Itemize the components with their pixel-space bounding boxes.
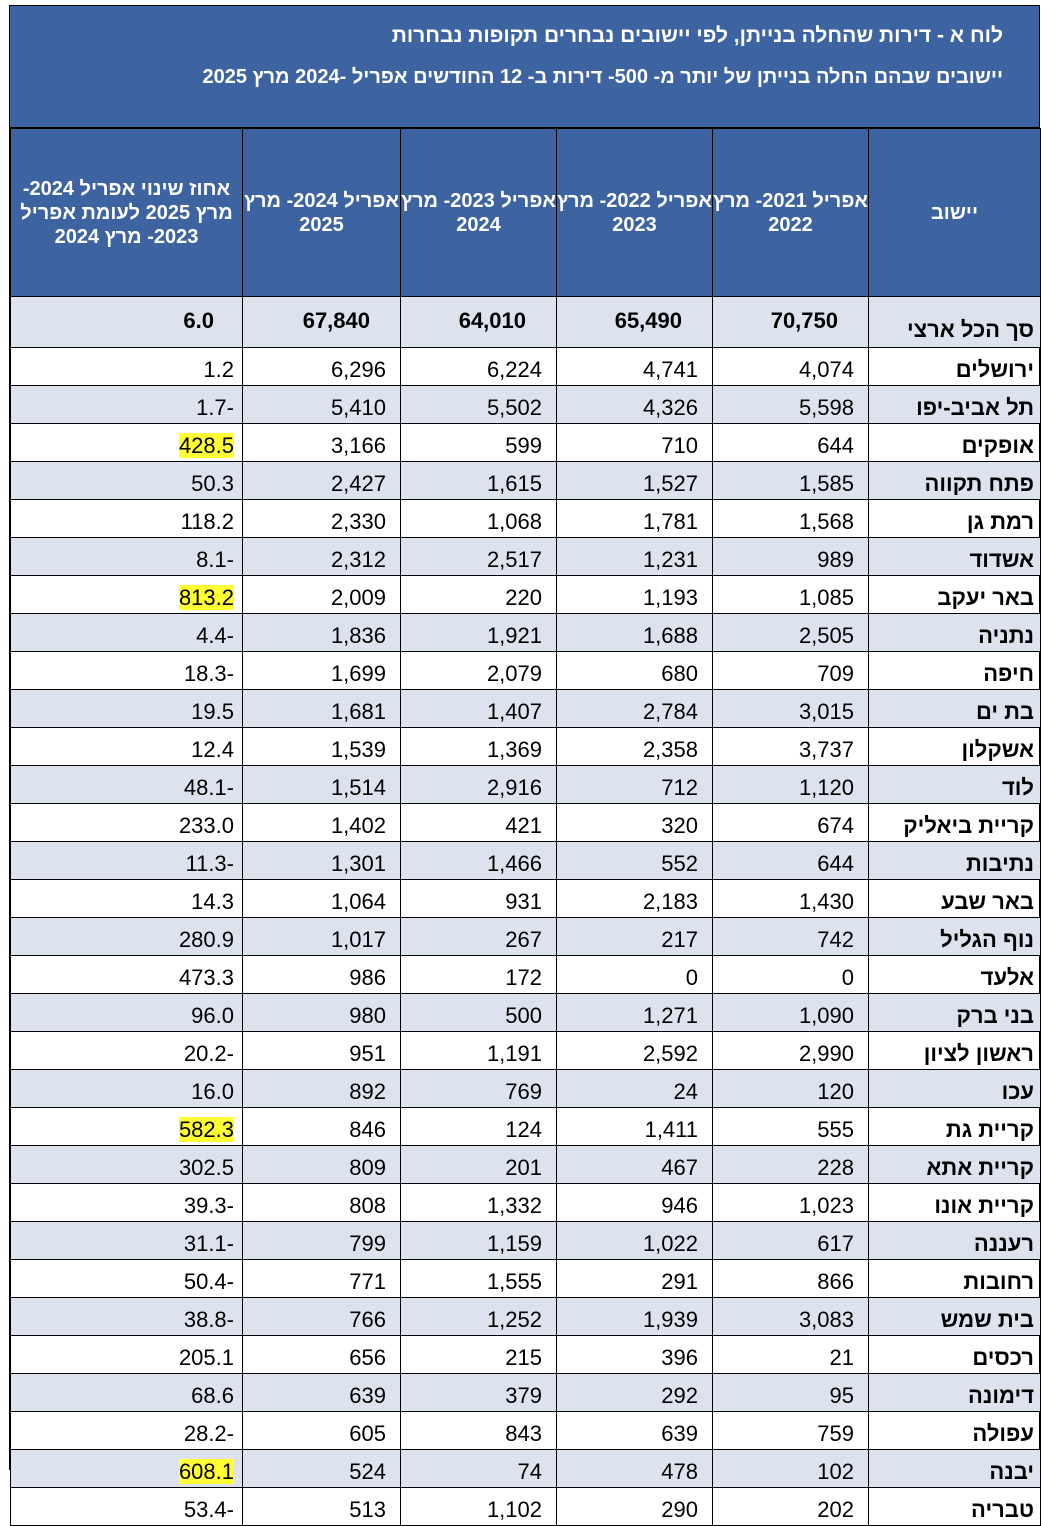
settlement-name: קריית גת bbox=[869, 1108, 1041, 1146]
value-2023-2024: 931 bbox=[401, 880, 557, 918]
value-2024-2025: 656 bbox=[243, 1336, 401, 1374]
value-2023-2024: 843 bbox=[401, 1412, 557, 1450]
value-2023-2024: 1,068 bbox=[401, 500, 557, 538]
value-2024-2025: 766 bbox=[243, 1298, 401, 1336]
percent-change: 233.0 bbox=[11, 804, 243, 842]
value-2022-2023: 2,358 bbox=[557, 728, 713, 766]
value-2022-2023: 4,326 bbox=[557, 386, 713, 424]
percent-change: 68.6 bbox=[11, 1374, 243, 1412]
value-2024-2025: 1,699 bbox=[243, 652, 401, 690]
settlement-name: תל אביב-יפו bbox=[869, 386, 1041, 424]
value-2021-2022: 3,737 bbox=[713, 728, 869, 766]
value-2022-2023: 2,784 bbox=[557, 690, 713, 728]
value-2022-2023: 292 bbox=[557, 1374, 713, 1412]
value-2021-2022: 617 bbox=[713, 1222, 869, 1260]
value-2023-2024: 5,502 bbox=[401, 386, 557, 424]
value-2022-2023: 0 bbox=[557, 956, 713, 994]
value-2021-2022: 1,568 bbox=[713, 500, 869, 538]
table-row bbox=[11, 538, 1041, 576]
value-2022-2023: 320 bbox=[557, 804, 713, 842]
settlement-name: חיפה bbox=[869, 652, 1041, 690]
value-2023-2024: 1,615 bbox=[401, 462, 557, 500]
header-settlement: יישוב bbox=[869, 129, 1041, 297]
percent-change: 96.0 bbox=[11, 994, 243, 1032]
value-2021-2022: 555 bbox=[713, 1108, 869, 1146]
value-2022-2023: 2,183 bbox=[557, 880, 713, 918]
value-2021-2022: 2,505 bbox=[713, 614, 869, 652]
percent-change bbox=[11, 576, 243, 614]
value-2023-2024: 267 bbox=[401, 918, 557, 956]
table-row bbox=[11, 1412, 1041, 1450]
value-2022-2023: 1,231 bbox=[557, 538, 713, 576]
value-2024-2025: 809 bbox=[243, 1146, 401, 1184]
table-row bbox=[11, 1070, 1041, 1108]
table-row bbox=[11, 614, 1041, 652]
value-2021-2022: 644 bbox=[713, 424, 869, 462]
value-2022-2023: 217 bbox=[557, 918, 713, 956]
header-percent-change: אחוז שינוי אפריל 2024- מרץ 2025 לעומת אפריל 2023- מרץ 2024 bbox=[11, 129, 243, 297]
settlement-name: טבריה bbox=[869, 1488, 1041, 1526]
total-2023-2024: 64,010 bbox=[401, 297, 557, 348]
table-row bbox=[11, 728, 1041, 766]
value-2022-2023: 4,741 bbox=[557, 348, 713, 386]
settlement-name: עפולה bbox=[869, 1412, 1041, 1450]
table-row bbox=[11, 348, 1041, 386]
percent-change: -1.7 bbox=[11, 386, 243, 424]
total-2024-2025: 67,840 bbox=[243, 297, 401, 348]
header-period-2022-2023: אפריל 2022- מרץ 2023 bbox=[557, 129, 713, 297]
value-2024-2025: 799 bbox=[243, 1222, 401, 1260]
value-2022-2023: 710 bbox=[557, 424, 713, 462]
settlement-name: נתניה bbox=[869, 614, 1041, 652]
settlement-name: אשקלון bbox=[869, 728, 1041, 766]
value-2023-2024: 2,517 bbox=[401, 538, 557, 576]
value-2022-2023: 24 bbox=[557, 1070, 713, 1108]
value-2022-2023: 946 bbox=[557, 1184, 713, 1222]
settlement-name: יבנה bbox=[869, 1450, 1041, 1488]
value-2023-2024: 1,159 bbox=[401, 1222, 557, 1260]
value-2022-2023: 1,022 bbox=[557, 1222, 713, 1260]
settlement-name: קריית אתא bbox=[869, 1146, 1041, 1184]
value-2022-2023: 1,781 bbox=[557, 500, 713, 538]
settlement-name: אופקים bbox=[869, 424, 1041, 462]
value-2023-2024: 1,191 bbox=[401, 1032, 557, 1070]
value-2021-2022: 2,990 bbox=[713, 1032, 869, 1070]
value-2023-2024: 769 bbox=[401, 1070, 557, 1108]
value-2021-2022: 3,015 bbox=[713, 690, 869, 728]
table-frame bbox=[9, 5, 1040, 1522]
settlement-name: בני ברק bbox=[869, 994, 1041, 1032]
percent-change: 12.4 bbox=[11, 728, 243, 766]
value-2022-2023: 396 bbox=[557, 1336, 713, 1374]
value-2024-2025: 1,514 bbox=[243, 766, 401, 804]
table-row bbox=[11, 842, 1041, 880]
value-2023-2024: 74 bbox=[401, 1450, 557, 1488]
value-2024-2025: 513 bbox=[243, 1488, 401, 1526]
percent-change: -4.4 bbox=[11, 614, 243, 652]
percent-change bbox=[11, 1450, 243, 1488]
value-2022-2023: 712 bbox=[557, 766, 713, 804]
table-row bbox=[11, 1298, 1041, 1336]
value-2024-2025: 2,330 bbox=[243, 500, 401, 538]
percent-change bbox=[11, 424, 243, 462]
percent-change: -11.3 bbox=[11, 842, 243, 880]
value-2021-2022: 120 bbox=[713, 1070, 869, 1108]
value-2021-2022: 5,598 bbox=[713, 386, 869, 424]
settlement-name: בית שמש bbox=[869, 1298, 1041, 1336]
value-2023-2024: 1,921 bbox=[401, 614, 557, 652]
value-2023-2024: 2,079 bbox=[401, 652, 557, 690]
table-row bbox=[11, 1260, 1041, 1298]
value-2022-2023: 290 bbox=[557, 1488, 713, 1526]
table-row bbox=[11, 918, 1041, 956]
settlement-name: ראשון לציון bbox=[869, 1032, 1041, 1070]
table-row bbox=[11, 500, 1041, 538]
percent-change: -50.4 bbox=[11, 1260, 243, 1298]
percent-change: -53.4 bbox=[11, 1488, 243, 1526]
value-2023-2024: 1,466 bbox=[401, 842, 557, 880]
value-2021-2022: 989 bbox=[713, 538, 869, 576]
percent-change: 14.3 bbox=[11, 880, 243, 918]
data-table bbox=[10, 128, 1041, 1526]
header-period-2021-2022: אפריל 2021- מרץ 2022 bbox=[713, 129, 869, 297]
value-2022-2023: 1,193 bbox=[557, 576, 713, 614]
value-2023-2024: 1,102 bbox=[401, 1488, 557, 1526]
value-2024-2025: 2,312 bbox=[243, 538, 401, 576]
settlement-name: בת ים bbox=[869, 690, 1041, 728]
percent-change: -28.2 bbox=[11, 1412, 243, 1450]
settlement-name: אלעד bbox=[869, 956, 1041, 994]
percent-change: 118.2 bbox=[11, 500, 243, 538]
percent-change: -39.3 bbox=[11, 1184, 243, 1222]
header-period-2023-2024: אפריל 2023- מרץ 2024 bbox=[401, 129, 557, 297]
value-2024-2025: 1,017 bbox=[243, 918, 401, 956]
value-2021-2022: 0 bbox=[713, 956, 869, 994]
value-2024-2025: 808 bbox=[243, 1184, 401, 1222]
value-2022-2023: 1,271 bbox=[557, 994, 713, 1032]
value-2022-2023: 1,688 bbox=[557, 614, 713, 652]
value-2021-2022: 674 bbox=[713, 804, 869, 842]
value-2022-2023: 1,527 bbox=[557, 462, 713, 500]
value-2021-2022: 866 bbox=[713, 1260, 869, 1298]
settlement-name: דימונה bbox=[869, 1374, 1041, 1412]
value-2021-2022: 1,090 bbox=[713, 994, 869, 1032]
value-2021-2022: 742 bbox=[713, 918, 869, 956]
table-row bbox=[11, 576, 1041, 614]
value-2023-2024: 379 bbox=[401, 1374, 557, 1412]
value-2022-2023: 639 bbox=[557, 1412, 713, 1450]
table-title: לוח א - דירות שהחלה בנייתן, לפי יישובים נבחרים תקופות נבחרות bbox=[391, 24, 1003, 47]
settlement-name: נתיבות bbox=[869, 842, 1041, 880]
table-row bbox=[11, 1184, 1041, 1222]
table-row bbox=[11, 386, 1041, 424]
value-2021-2022: 102 bbox=[713, 1450, 869, 1488]
value-2022-2023: 1,411 bbox=[557, 1108, 713, 1146]
table-row bbox=[11, 424, 1041, 462]
percent-change: 302.5 bbox=[11, 1146, 243, 1184]
value-2024-2025: 980 bbox=[243, 994, 401, 1032]
value-2021-2022: 1,023 bbox=[713, 1184, 869, 1222]
table-row bbox=[11, 1374, 1041, 1412]
value-2024-2025: 639 bbox=[243, 1374, 401, 1412]
table-row bbox=[11, 652, 1041, 690]
header-row bbox=[11, 129, 1041, 297]
settlement-name: רמת גן bbox=[869, 500, 1041, 538]
settlement-name: פתח תקווה bbox=[869, 462, 1041, 500]
value-2024-2025: 5,410 bbox=[243, 386, 401, 424]
value-2023-2024: 1,252 bbox=[401, 1298, 557, 1336]
value-2024-2025: 2,009 bbox=[243, 576, 401, 614]
table-row bbox=[11, 994, 1041, 1032]
total-row bbox=[11, 297, 1041, 348]
value-2021-2022: 709 bbox=[713, 652, 869, 690]
total-percent-change: 6.0 bbox=[11, 297, 243, 348]
table-row bbox=[11, 1032, 1041, 1070]
percent-change: 280.9 bbox=[11, 918, 243, 956]
value-2022-2023: 2,592 bbox=[557, 1032, 713, 1070]
table-row bbox=[11, 1146, 1041, 1184]
value-2023-2024: 1,369 bbox=[401, 728, 557, 766]
settlement-name: עכו bbox=[869, 1070, 1041, 1108]
value-2023-2024: 2,916 bbox=[401, 766, 557, 804]
settlement-name: קריית אונו bbox=[869, 1184, 1041, 1222]
value-2021-2022: 1,430 bbox=[713, 880, 869, 918]
value-2021-2022: 1,120 bbox=[713, 766, 869, 804]
percent-change: 1.2 bbox=[11, 348, 243, 386]
value-2024-2025: 1,402 bbox=[243, 804, 401, 842]
percent-change: 473.3 bbox=[11, 956, 243, 994]
settlement-name: רחובות bbox=[869, 1260, 1041, 1298]
percent-change: -31.1 bbox=[11, 1222, 243, 1260]
value-2023-2024: 1,555 bbox=[401, 1260, 557, 1298]
value-2021-2022: 1,085 bbox=[713, 576, 869, 614]
value-2024-2025: 3,166 bbox=[243, 424, 401, 462]
value-2022-2023: 467 bbox=[557, 1146, 713, 1184]
value-2021-2022: 4,074 bbox=[713, 348, 869, 386]
value-2022-2023: 291 bbox=[557, 1260, 713, 1298]
settlement-name: באר שבע bbox=[869, 880, 1041, 918]
total-label: סך הכל ארצי bbox=[869, 297, 1041, 348]
table-row bbox=[11, 956, 1041, 994]
highlighted-value: 582.3 bbox=[178, 1117, 234, 1142]
value-2024-2025: 986 bbox=[243, 956, 401, 994]
value-2024-2025: 1,836 bbox=[243, 614, 401, 652]
value-2023-2024: 201 bbox=[401, 1146, 557, 1184]
value-2021-2022: 3,083 bbox=[713, 1298, 869, 1336]
value-2023-2024: 220 bbox=[401, 576, 557, 614]
percent-change: -8.1 bbox=[11, 538, 243, 576]
table-row bbox=[11, 1222, 1041, 1260]
settlement-name: באר יעקב bbox=[869, 576, 1041, 614]
settlement-name: לוד bbox=[869, 766, 1041, 804]
value-2022-2023: 552 bbox=[557, 842, 713, 880]
percent-change bbox=[11, 1108, 243, 1146]
table-row bbox=[11, 1336, 1041, 1374]
value-2021-2022: 202 bbox=[713, 1488, 869, 1526]
percent-change: -38.8 bbox=[11, 1298, 243, 1336]
value-2024-2025: 2,427 bbox=[243, 462, 401, 500]
table-row bbox=[11, 1108, 1041, 1146]
header-period-2024-2025: אפריל 2024- מרץ 2025 bbox=[243, 129, 401, 297]
value-2023-2024: 599 bbox=[401, 424, 557, 462]
percent-change: -48.1 bbox=[11, 766, 243, 804]
percent-change: 205.1 bbox=[11, 1336, 243, 1374]
value-2024-2025: 951 bbox=[243, 1032, 401, 1070]
table-row bbox=[11, 690, 1041, 728]
settlement-name: קריית ביאליק bbox=[869, 804, 1041, 842]
value-2024-2025: 1,539 bbox=[243, 728, 401, 766]
settlement-name: רעננה bbox=[869, 1222, 1041, 1260]
value-2023-2024: 124 bbox=[401, 1108, 557, 1146]
table-row bbox=[11, 766, 1041, 804]
value-2021-2022: 644 bbox=[713, 842, 869, 880]
value-2022-2023: 478 bbox=[557, 1450, 713, 1488]
percent-change: 16.0 bbox=[11, 1070, 243, 1108]
value-2024-2025: 6,296 bbox=[243, 348, 401, 386]
highlighted-value: 428.5 bbox=[178, 433, 234, 458]
value-2024-2025: 1,681 bbox=[243, 690, 401, 728]
settlement-name: ירושלים bbox=[869, 348, 1041, 386]
total-2022-2023: 65,490 bbox=[557, 297, 713, 348]
percent-change: -18.3 bbox=[11, 652, 243, 690]
value-2023-2024: 6,224 bbox=[401, 348, 557, 386]
value-2022-2023: 680 bbox=[557, 652, 713, 690]
value-2023-2024: 421 bbox=[401, 804, 557, 842]
value-2023-2024: 1,407 bbox=[401, 690, 557, 728]
total-2021-2022: 70,750 bbox=[713, 297, 869, 348]
value-2024-2025: 1,301 bbox=[243, 842, 401, 880]
table-row bbox=[11, 880, 1041, 918]
value-2021-2022: 759 bbox=[713, 1412, 869, 1450]
value-2024-2025: 1,064 bbox=[243, 880, 401, 918]
highlighted-value: 608.1 bbox=[178, 1459, 234, 1484]
value-2023-2024: 172 bbox=[401, 956, 557, 994]
highlighted-value: 813.2 bbox=[178, 585, 234, 610]
value-2021-2022: 228 bbox=[713, 1146, 869, 1184]
value-2023-2024: 500 bbox=[401, 994, 557, 1032]
settlement-name: אשדוד bbox=[869, 538, 1041, 576]
table-row bbox=[11, 462, 1041, 500]
settlement-name: רכסים bbox=[869, 1336, 1041, 1374]
percent-change: -20.2 bbox=[11, 1032, 243, 1070]
value-2024-2025: 892 bbox=[243, 1070, 401, 1108]
settlement-name: נוף הגליל bbox=[869, 918, 1041, 956]
percent-change: 50.3 bbox=[11, 462, 243, 500]
value-2024-2025: 524 bbox=[243, 1450, 401, 1488]
table-subtitle: יישובים שבהם החלה בנייתן של יותר מ- 500- דירות ב- 12 החודשים אפריל -2024 מרץ 2025 bbox=[202, 66, 1003, 88]
percent-change: 19.5 bbox=[11, 690, 243, 728]
value-2021-2022: 21 bbox=[713, 1336, 869, 1374]
value-2023-2024: 1,332 bbox=[401, 1184, 557, 1222]
value-2024-2025: 605 bbox=[243, 1412, 401, 1450]
value-2021-2022: 1,585 bbox=[713, 462, 869, 500]
value-2024-2025: 846 bbox=[243, 1108, 401, 1146]
value-2021-2022: 95 bbox=[713, 1374, 869, 1412]
value-2023-2024: 215 bbox=[401, 1336, 557, 1374]
value-2024-2025: 771 bbox=[243, 1260, 401, 1298]
table-row bbox=[11, 1450, 1041, 1488]
table-title-box bbox=[10, 6, 1039, 128]
value-2022-2023: 1,939 bbox=[557, 1298, 713, 1336]
table-row bbox=[11, 1488, 1041, 1526]
table-row bbox=[11, 804, 1041, 842]
